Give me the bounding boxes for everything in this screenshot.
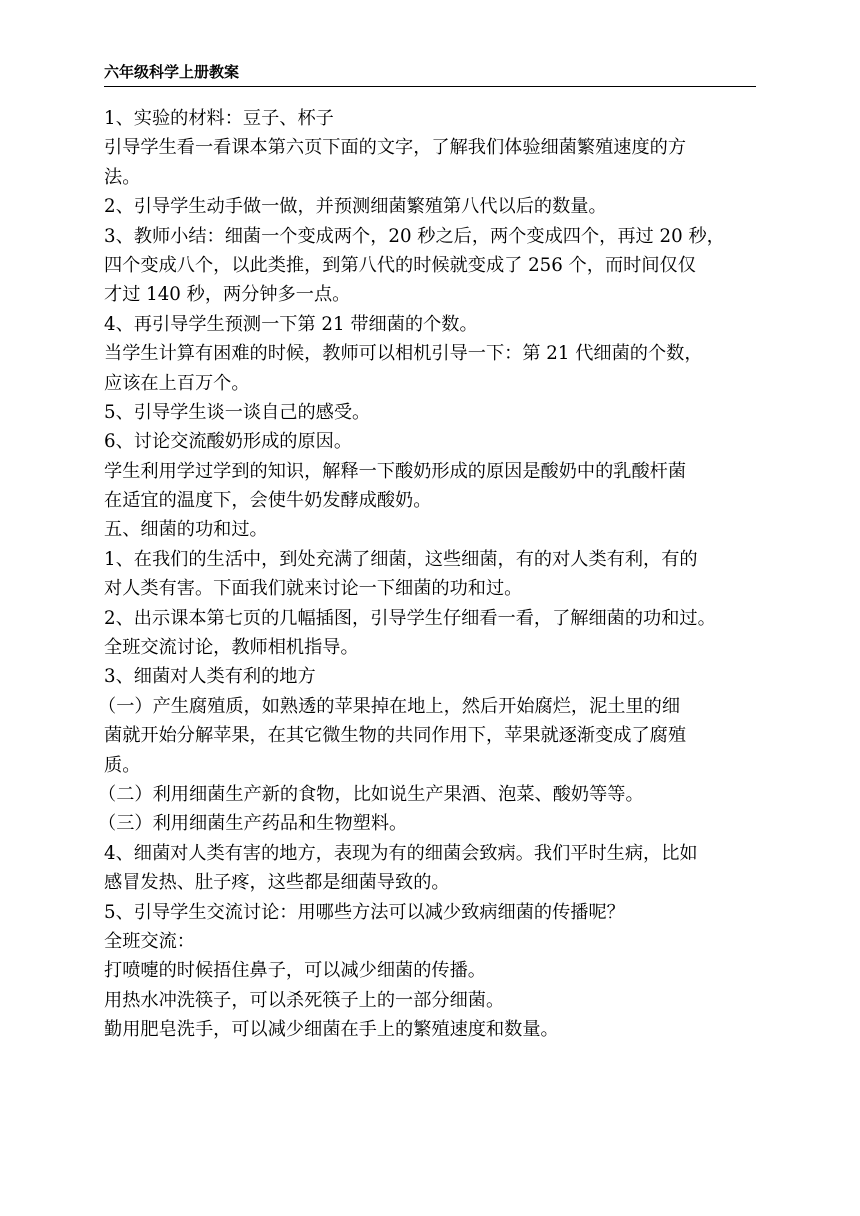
text-line: 当学生计算有困难的时候，教师可以相机引导一下：第 21 代细菌的个数，: [104, 343, 703, 365]
text-line: 菌就开始分解苹果，在其它微生物的共同作用下，苹果就逐渐变成了腐殖: [104, 725, 687, 747]
text-line: 4、细菌对人类有害的地方，表现为有的细菌会致病。我们平时生病，比如: [104, 842, 698, 864]
text-line: 引导学生看一看课本第六页下面的文字，了解我们体验细菌繁殖速度的方: [104, 137, 687, 159]
text-line: 学生利用学过学到的知识，解释一下酸奶形成的原因是酸奶中的乳酸杆菌: [104, 460, 687, 482]
text-line: 3、教师小结：细菌一个变成两个，20 秒之后，两个变成四个，再过 20 秒，: [104, 225, 725, 247]
document-body: [98, 104, 760, 1045]
text-line: 感冒发热、肚子疼，这些都是细菌导致的。: [104, 872, 450, 894]
text-line: 应该在上百万个。: [104, 372, 250, 394]
text-line: 2、出示课本第七页的几幅插图，引导学生仔细看一看，了解细菌的功和过。: [104, 607, 716, 629]
text-line: 全班交流：: [104, 930, 195, 952]
header-title: 六年级科学上册教案: [104, 63, 240, 81]
text-line: （一）产生腐殖质，如熟透的苹果掉在地上，然后开始腐烂，泥土里的细: [98, 695, 681, 717]
text-line: （三）利用细菌生产药品和生物塑料。: [98, 813, 408, 835]
text-line: 打喷嚏的时候捂住鼻子，可以减少细菌的传播。: [104, 960, 486, 982]
text-line: 才过 140 秒，两分钟多一点。: [104, 284, 351, 306]
text-line: 6、讨论交流酸奶形成的原因。: [104, 431, 353, 453]
section-heading: 五、细菌的功和过。: [104, 519, 268, 541]
page-header: [104, 62, 756, 87]
text-line: 5、引导学生交流讨论：用哪些方法可以减少致病细菌的传播呢？: [104, 901, 625, 923]
text-line: 四个变成八个，以此类推，到第八代的时候就变成了 256 个，而时间仅仅: [104, 254, 696, 276]
text-line: 2、引导学生动手做一做，并预测细菌繁殖第八代以后的数量。: [104, 196, 607, 218]
text-line: 勤用肥皂洗手，可以减少细菌在手上的繁殖速度和数量。: [104, 1019, 559, 1041]
text-line: 全班交流讨论，教师相机指导。: [104, 637, 359, 659]
text-line: 在适宜的温度下，会使牛奶发酵成酸奶。: [104, 490, 432, 512]
text-line: 质。: [104, 754, 141, 776]
text-line: 1、在我们的生活中，到处充满了细菌，这些细菌，有的对人类有利，有的: [104, 548, 698, 570]
text-line: （二）利用细菌生产新的食物，比如说生产果酒、泡菜、酸奶等等。: [98, 783, 644, 805]
text-line: 5、引导学生谈一谈自己的感受。: [104, 401, 371, 423]
text-line: 4、再引导学生预测一下第 21 带细菌的个数。: [104, 313, 478, 335]
text-line: 3、细菌对人类有利的地方: [104, 666, 316, 688]
text-line: 1、实验的材料：豆子、杯子: [104, 108, 334, 129]
text-line: 用热水冲洗筷子，可以杀死筷子上的一部分细菌。: [104, 989, 505, 1011]
text-line: 对人类有害。下面我们就来讨论一下细菌的功和过。: [104, 578, 523, 600]
text-line: 法。: [104, 166, 141, 188]
